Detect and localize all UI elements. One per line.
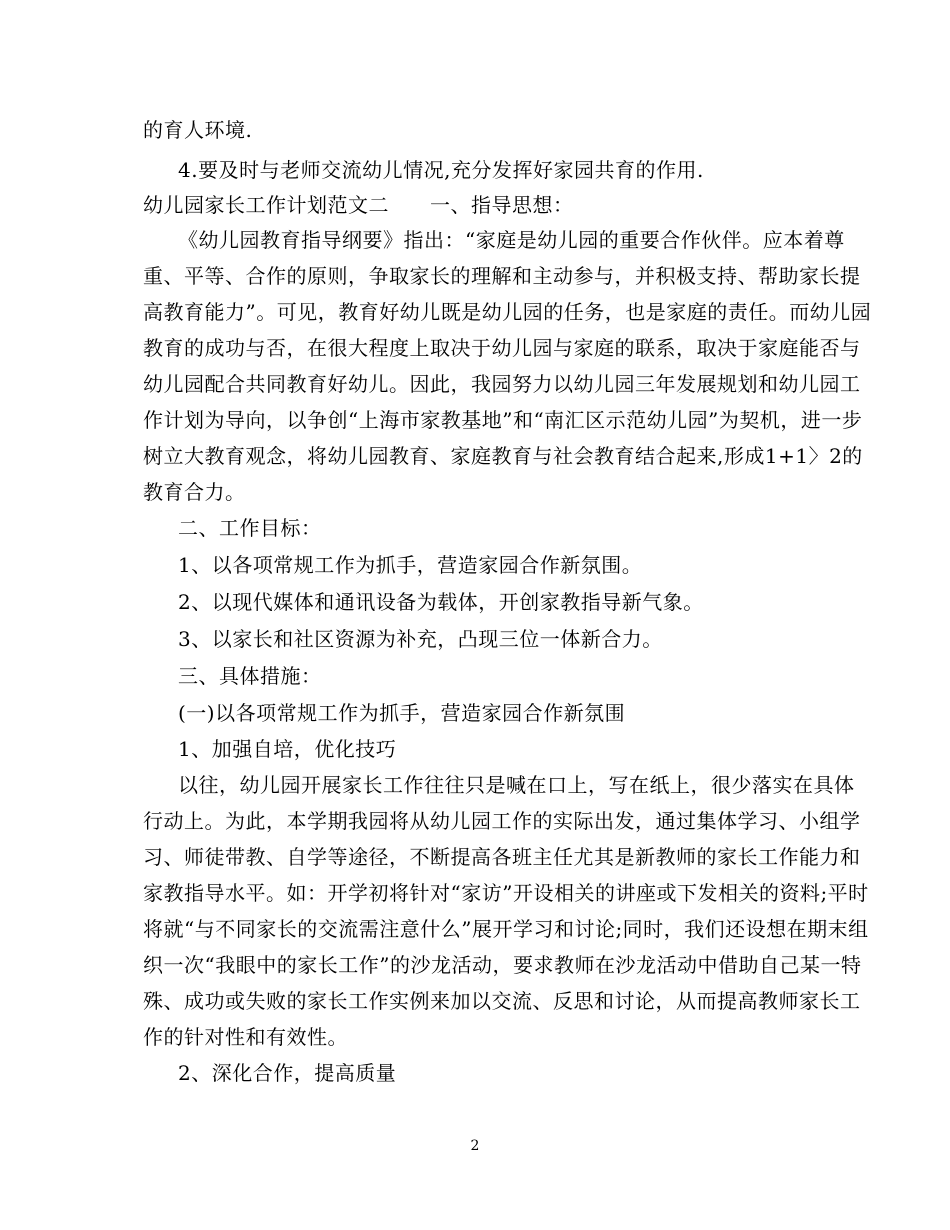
text-line: 殊、成功或失败的家长工作实例来加以交流、反思和讨论，从而提高教师家长工	[143, 989, 861, 1013]
text-line: 习、师徒带教、自学等途径，不断提高各班主任尤其是新教师的家长工作能力和	[143, 845, 861, 869]
text-line: 作计划为导向，以争创“上海市家教基地”和“南汇区示范幼儿园”为契机，进一步	[143, 408, 863, 432]
text-line: 3、以家长和社区资源为补充，凸现三位一体新合力。	[178, 627, 663, 651]
section-heading: 二、工作目标：	[178, 516, 322, 540]
text-line: 教育合力。	[143, 480, 246, 504]
text-line: 2、以现代媒体和通讯设备为载体，开创家教指导新气象。	[178, 590, 704, 614]
text-line: 的育人环境.	[143, 118, 253, 142]
text-line: 以往，幼儿园开展家长工作往往只是喊在口上，写在纸上，很少落实在具体	[178, 773, 855, 797]
text-line: 行动上。为此，本学期我园将从幼儿园工作的实际出发，通过集体学习、小组学	[143, 809, 861, 833]
text-line: 《幼儿园教育指导纲要》指出：“家庭是幼儿园的重要合作伙伴。应本着尊	[178, 228, 845, 252]
text-line: 幼儿园配合共同教育好幼儿。因此，我园努力以幼儿园三年发展规划和幼儿园工	[143, 372, 861, 396]
subsection-heading: 2、深化合作，提高质量	[178, 1061, 397, 1085]
text-line: 将就“与不同家长的交流需注意什么”展开学习和讨论;同时，我们还设想在期末组	[143, 917, 869, 941]
section-heading: 三、具体措施：	[178, 664, 322, 688]
text-line: 作的针对性和有效性。	[143, 1025, 348, 1049]
text-line: 1、以各项常规工作为抓手，营造家园合作新氛围。	[178, 553, 643, 577]
text-line: 高教育能力”。可见，教育好幼儿既是幼儿园的任务，也是家庭的责任。而幼儿园	[143, 300, 872, 324]
subsection-heading: 1、加强自培，优化技巧	[178, 737, 397, 761]
text-line: 家教指导水平。如：开学初将针对“家访”开设相关的讲座或下发相关的资料;平时	[143, 881, 869, 905]
text-line: 4.要及时与老师交流幼儿情况,充分发挥好家园共育的作用.	[178, 158, 704, 182]
text-line: 树立大教育观念，将幼儿园教育、家庭教育与社会教育结合起来,形成1+1〉2的	[143, 444, 863, 468]
text-line: 织一次“我眼中的家长工作”的沙龙活动，要求教师在沙龙活动中借助自己某一特	[143, 953, 862, 977]
page-number: 2	[470, 1138, 480, 1154]
subsection-heading: (一)以各项常规工作为抓手，营造家园合作新氛围	[178, 701, 626, 725]
section-heading: 幼儿园家长工作计划范文二 一、指导思想：	[143, 193, 574, 217]
text-line: 重、平等、合作的原则，争取家长的理解和主动参与，并积极支持、帮助家长提	[143, 264, 861, 288]
text-line: 教育的成功与否，在很大程度上取决于幼儿园与家庭的联系，取决于家庭能否与	[143, 336, 861, 360]
